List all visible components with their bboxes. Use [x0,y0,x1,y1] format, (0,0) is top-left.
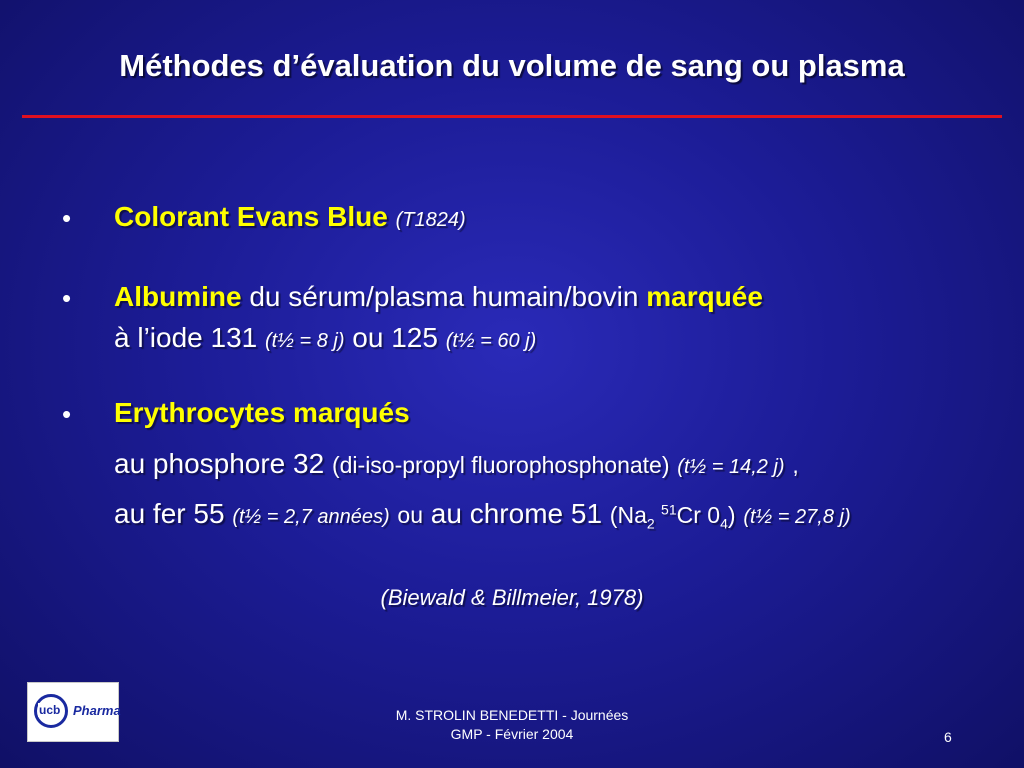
footer-line-2: GMP - Février 2004 [450,726,574,742]
bullet-2-line-2-italic-2: (t½ = 60 j) [445,330,537,352]
bullet-3-line-3 [114,498,851,532]
bullet-2-line-2-text-2: ou 125 [352,322,438,353]
bullet-3-line-3-text-1: au fer 55 [114,498,225,529]
logo-ucb-text: ucb [39,703,61,717]
bullet-3-line-2-text-2: (di-iso-propyl fluorophosphonate) [331,452,670,478]
bullet-1-italic: (T1824) [395,209,466,231]
formula-subscript: 2 [646,515,655,532]
formula-superscript: 51 [661,501,677,518]
formula-close: ) [727,502,736,528]
bullet-marker: • [62,399,72,429]
bullet-2-bold: Albumine [114,281,242,312]
bullet-2-text: du sérum/plasma humain/bovin [249,281,639,312]
formula-open: (Na [609,502,647,528]
citation: (Biewald & Billmeier, 1978) [380,585,644,610]
page-number: 6 [944,729,952,745]
bullet-2-line-2-text-1: à l’iode 131 [114,322,258,353]
bullet-3-line-2-text-1: au phosphore 32 [114,448,325,479]
formula-subscript-2: 4 [720,515,728,532]
title-underline [22,115,1002,118]
bullet-3-line-3-italic-1: (t½ = 2,7 années) [232,506,390,528]
bullet-3-line-3-ou: ou [397,502,424,528]
chemical-formula [609,501,736,532]
logo-pharma-text: Pharma [73,703,121,718]
bullet-marker: • [62,283,72,313]
bullet-3-line-2 [114,448,799,480]
bullet-3-line-3-italic-2: (t½ = 27,8 j) [743,506,851,528]
bullet-2-line-2 [114,322,536,354]
formula-cr: Cr 0 [676,502,721,528]
bullet-1-line-1 [114,201,466,233]
bullet-3-line-2-comma: , [792,452,799,478]
footer-text [312,706,712,744]
bullet-1-bold: Colorant Evans Blue [114,201,388,232]
bullet-marker: • [62,203,72,233]
bullet-3-line-3-text-2: au chrome 51 [430,498,603,529]
footer-line-1: M. STROLIN BENEDETTI - Journées [395,707,629,723]
ucb-pharma-logo [27,682,119,742]
slide-title: Méthodes d’évaluation du volume de sang ou plasma [119,48,905,83]
bullet-3-line-1 [114,397,410,429]
bullet-3-bold: Erythrocytes marqués [114,397,410,428]
bullet-2-bold-2: marquée [646,281,763,312]
bullet-2-line-2-italic-1: (t½ = 8 j) [265,330,345,352]
bullet-2-line-1 [114,281,763,313]
bullet-3-line-2-italic: (t½ = 14,2 j) [677,456,785,478]
